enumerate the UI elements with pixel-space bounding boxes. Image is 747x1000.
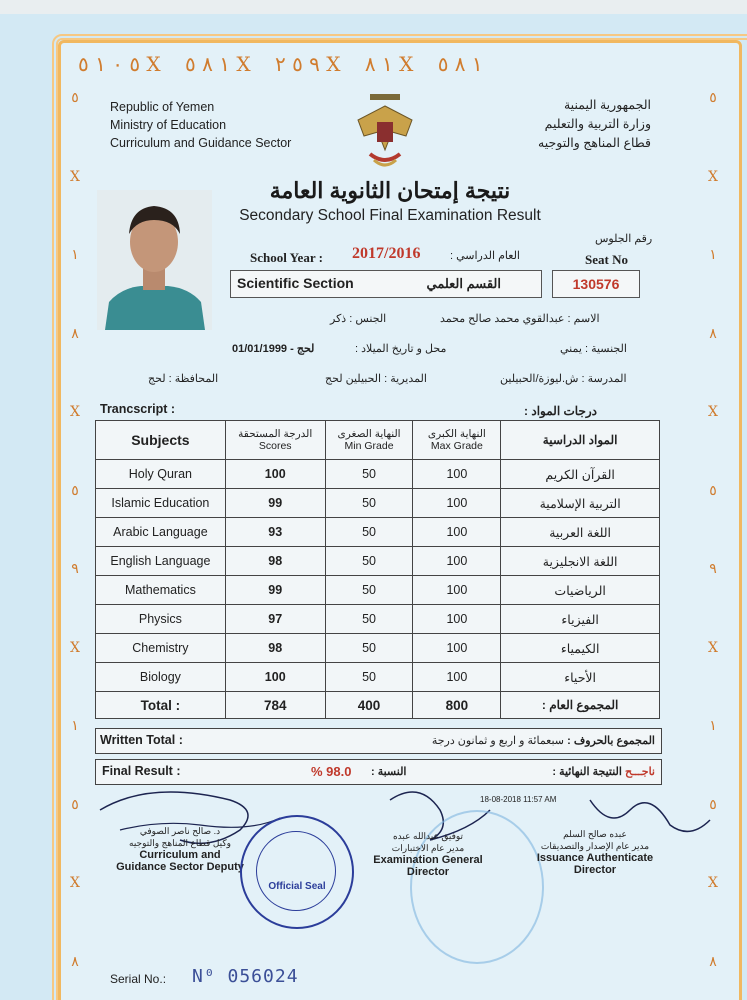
written-total-label-ar: المجموع بالحروف : [567,735,655,747]
exam-director-name-ar: توفيق عبدالله عبده [392,831,464,841]
school-year-value: 2017/2016 [352,245,421,262]
table-row [96,605,660,634]
subject-name: Islamic Education [96,489,226,518]
final-result-value-ar: ناجـــح [625,766,655,778]
seat-number: 130576 [572,276,620,292]
table-row [96,663,660,692]
subject-max: 100 [413,460,501,489]
serial-label: Serial No.: [110,972,167,986]
total-min: 400 [325,692,413,719]
issuance-director-title-en1: Issuance Authenticate [536,852,654,864]
issuance-director-signature-block [515,828,675,876]
issuance-director-name-ar: عبده صالح السلم [563,829,627,839]
subject-name: Holy Quran [96,460,226,489]
subject-score: 100 [225,663,325,692]
header-en-line: Ministry of Education [110,118,227,132]
subject-name-ar: الفيزياء [501,605,660,634]
subject-name-ar: التربية الإسلامية [501,489,660,518]
issuance-director-title-en2: Director [573,864,617,876]
subject-score: 97 [225,605,325,634]
table-row [96,576,660,605]
subject-name-ar: اللغة الانجليزية [501,547,660,576]
written-total-value-ar: سبعمائة و اربع و ثمانون درجة [431,735,565,747]
header-min-ar: النهاية الصغرى [337,428,401,440]
subject-max: 100 [413,663,501,692]
subject-name-ar: الرياضيات [501,576,660,605]
total-row [96,692,660,719]
table-row [96,489,660,518]
school-year-label: School Year : [250,250,323,265]
section-arabic: القسم العلمي [426,276,501,291]
student-gender: الجنس : ذكر [330,313,387,325]
table-row [96,518,660,547]
final-percent: % 98.0 [311,764,352,779]
subject-max: 100 [413,547,501,576]
grades-header-row [96,421,660,460]
subject-name: English Language [96,547,226,576]
subject-name-ar: اللغة العربية [501,518,660,547]
exam-director-title-en1: Examination General [373,854,483,866]
written-total-label: Written Total : [100,733,183,747]
final-percent-label-ar: النسبة : [371,766,407,778]
deputy-name-ar: د. صالح ناصر الصوفي [139,826,221,836]
school-year-label-ar: العام الدراسي : [450,250,520,262]
subject-min: 50 [325,460,413,489]
table-row [96,547,660,576]
subject-min: 50 [325,634,413,663]
written-total-arabic [432,734,655,747]
subject-score: 98 [225,634,325,663]
grades-label-ar: درجات المواد : [524,404,597,418]
subject-score: 98 [225,547,325,576]
total-label-ar: المجموع العام : [501,692,660,719]
deputy-signature-block [100,825,260,873]
header-scores-ar: الدرجة المستحقة [238,428,313,440]
seal-label: Official Seal [268,881,326,892]
deputy-title-en1: Curriculum and [139,849,221,861]
subject-name: Chemistry [96,634,226,663]
total-label: Total : [96,692,226,719]
subject-max: 100 [413,634,501,663]
header-ar-line: قطاع المناهج والتوجيه [538,136,651,150]
header-en-line: Curriculum and Guidance Sector [110,136,292,150]
subject-name: Mathematics [96,576,226,605]
subject-score: 99 [225,576,325,605]
final-result-label: Final Result : [102,764,181,778]
header-subjects-ar: المواد الدراسية [501,421,660,460]
table-row [96,460,660,489]
header-scores-en: Scores [258,440,292,452]
exam-director-signature-block [358,830,498,878]
birth-value [232,342,314,355]
serial-number: N⁰ 056024 [192,966,299,987]
student-district: المديرية : الحبيلين لحج [325,373,427,385]
subject-max: 100 [413,605,501,634]
subject-min: 50 [325,576,413,605]
transcript-label: Trancscript : [100,402,176,416]
right-border-ornament: ٥ X ١ ٨ X ٥ ٩ X ١ ٥ X ٨ [708,90,718,970]
student-governorate: المحافظة : لحج [148,373,219,385]
yemen-eagle-emblem-icon [350,92,420,172]
header-max-en: Max Grade [430,440,483,452]
subject-name: Arabic Language [96,518,226,547]
student-photo [97,190,212,330]
birth-value-text: لحج - 01/01/1999 [232,343,315,355]
student-name: الاسم : عبدالقوي محمد صالح محمد [440,313,600,325]
subject-score: 99 [225,489,325,518]
header-subjects: Subjects [96,421,226,460]
header-ar-line: الجمهورية اليمنية [563,98,651,112]
subject-name-ar: الكيمياء [501,634,660,663]
student-nationality: الجنسية : يمني [560,343,627,355]
birth-label: محل و تاريخ الميلاد : [355,343,447,355]
subject-min: 50 [325,605,413,634]
header-arabic [538,96,651,153]
subject-min: 50 [325,663,413,692]
date-stamp: 18-08-2018 11:57 AM [480,795,557,804]
header-en-line: Republic of Yemen [110,100,215,114]
subject-score: 93 [225,518,325,547]
subject-name: Biology [96,663,226,692]
total-max: 800 [413,692,501,719]
subject-min: 50 [325,489,413,518]
subject-min: 50 [325,518,413,547]
seat-number-box [552,270,640,298]
subject-min: 50 [325,547,413,576]
header-scores [225,421,325,460]
deputy-title-en2: Guidance Sector Deputy [116,861,244,873]
table-row [96,634,660,663]
issuance-director-title-ar: مدير عام الإصدار والتصديقات [540,841,650,851]
seal-inner-ring [256,831,336,911]
header-min-en: Min Grade [344,440,394,452]
title-english: Secondary School Final Examination Result [239,207,541,224]
final-result-label-ar: النتيجة النهائية : [552,766,622,778]
left-border-ornament: ٥ X ١ ٨ X ٥ ٩ X ١ ٥ X ٨ [70,90,80,970]
section-english: Scientific Section [237,275,354,291]
subject-max: 100 [413,518,501,547]
exam-director-title-en2: Director [406,866,450,878]
section-box [230,270,542,298]
top-strip [0,0,747,14]
title-arabic: نتيجة إمتحان الثانوية العامة [269,178,511,203]
written-total-box [95,728,662,754]
subject-name-ar: الأحياء [501,663,660,692]
header-max-ar: النهاية الكبرى [427,428,486,440]
header-english [110,98,291,152]
subject-max: 100 [413,576,501,605]
subject-name: Physics [96,605,226,634]
border-number-strip: ٥ ٠ ١ ٥ X ١ ٨ ٥ X ٩ ٥ ٢ X ١ ٨ X ١ ٨ ٥ [78,52,483,76]
official-seal [240,815,354,929]
student-school: المدرسة : ش.ليوزة/الحبيلين [500,373,627,385]
seat-label: Seat No [585,252,628,267]
seat-label-ar: رقم الجلوس [595,233,653,245]
exam-director-title-ar: مدير عام الاختبارات [391,843,465,853]
deputy-title-ar: وكيل قطاع المناهج والتوجيه [129,838,231,848]
grades-table [95,420,660,719]
header-max [413,421,501,460]
subject-name-ar: القرآن الكريم [501,460,660,489]
header-min [325,421,413,460]
subject-score: 100 [225,460,325,489]
subject-max: 100 [413,489,501,518]
total-score: 784 [225,692,325,719]
header-ar-line: وزارة التربية والتعليم [544,117,651,131]
